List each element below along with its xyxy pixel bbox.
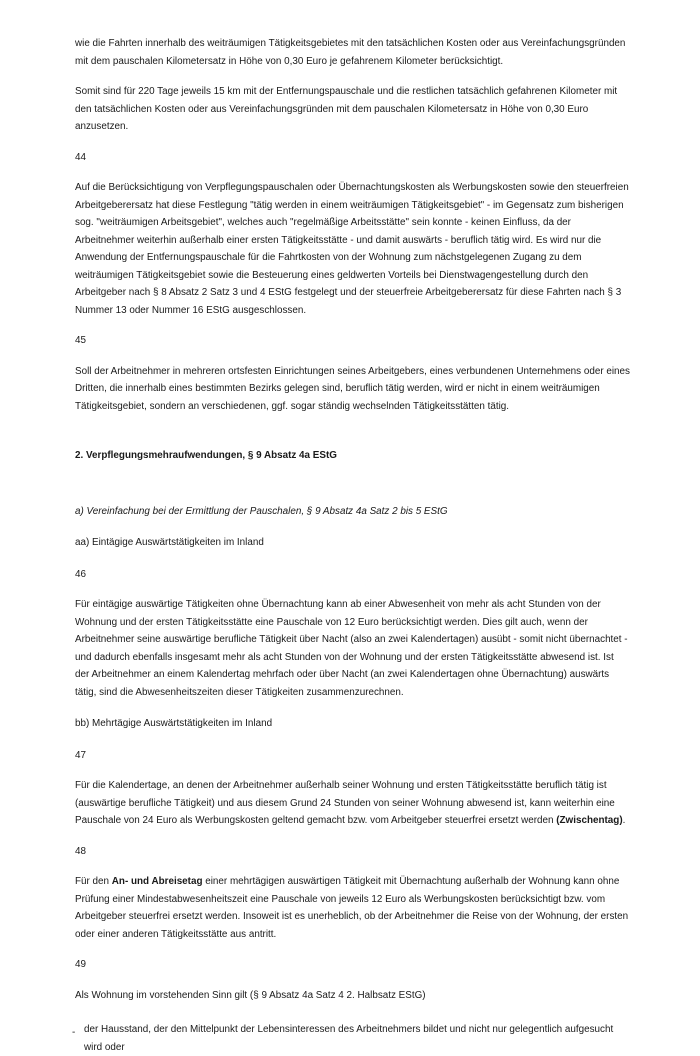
document-page [72, 35, 630, 1056]
margin-number-48: 48 [75, 845, 86, 857]
bullet-dash: - [72, 1027, 76, 1038]
paragraph-47 [75, 777, 630, 830]
subsection-heading-a: a) Vereinfachung bei der Ermittlung der Pauschalen, § 9 Absatz 4a Satz 2 bis 5 EStG [75, 505, 448, 517]
paragraph-46: Für eintägige auswärtige Tätigkeiten ohne Übernachtung kann ab einer Abwesenheit von mehr als acht Stunden von der Wohnung und der ersten Tätigkeitsstätte eine Pauschale von 12 Euro berücksichtigt werden. Dies gilt auch, wenn der Arbeitnehmer seine auswärtige berufliche Tätigkeit über Nacht (also an zwei Kalendertagen) ausübt - somit nicht übernachtet - und dadurch ebenfalls insgesamt mehr als acht Stunden von der Wohnung und der ersten Tätigkeitsstätte abwesend ist. Ist der Arbeitnehmer an einem Kalendertag mehrfach oder über Nacht (an zwei Kalendertagen ohne Übernachtung) auswärts tätig, sind die Abwesenheitszeiten dieser Tätigkeiten zusammenzurechnen. [75, 599, 628, 698]
margin-number-46: 46 [75, 568, 86, 580]
margin-number-45: 45 [75, 335, 86, 346]
paragraph-48-bold: An- und Abreisetag [111, 876, 203, 887]
list-item-text: der Hausstand, der den Mittelpunkt der Lebensinteressen des Arbeitnehmers bildet und nicht nur gelegentlich aufgesucht wird oder [84, 1024, 614, 1053]
margin-number-44: 44 [75, 151, 86, 163]
paragraph-48-text: einer mehrtägigen auswärtigen Tätigkeit mit Übernachtung außerhalb der Wohnung kann ohne Prüfung einer Mindestabwesenheitszeit eine Pauschale von jeweils 12 Euro als Werbungskosten berücksichtigt bzw. vom Arbeitgeber steuerfrei ersetzt werden. Insoweit ist es unerheblich, ob der Arbeitnehmer die Reise von der Wohnung, der ersten oder einer anderen Tätigkeitsstätte aus antritt. [75, 876, 629, 940]
paragraph-49: Als Wohnung im vorstehenden Sinn gilt (§ 9 Absatz 4a Satz 4 2. Halbsatz EStG) [75, 989, 426, 1001]
paragraph-44: Auf die Berücksichtigung von Verpflegungspauschalen oder Übernachtungskosten als Werbungskosten sowie den steuerfreien Arbeitgeberersatz hat diese Festlegung "tätig werden in einem weiträumigen Tätigkeitsgebiet" - im Gegensatz zum bisherigen sog. "weiträumigen Arbeitsgebiet", welches auch "regelmäßige Arbeitsstätte" sein konnte - keinen Einfluss, da der Arbeitnehmer weiterhin außerhalb einer ersten Tätigkeitsstätte - und damit auswärts - beruflich tätig wird. Es wird nur die Anwendung der Entfernungspauschale für die Fahrtkosten von der Wohnung zum nächstgelegenen Zugang zu dem weiträumigen Tätigkeitsgebiet sowie die Besteuerung eines geldwerten Vorteils bei Dienstwagengestellung durch den Arbeitgeber nach § 8 Absatz 2 Satz 3 und 4 EStG festgelegt und der steuerfreie Arbeitgeberersatz für diese Fahrten nach § 3 Nummer 13 oder Nummer 16 EStG ausgeschlossen. [75, 182, 629, 316]
list-item [72, 1021, 630, 1056]
section-heading-2: 2. Verpflegungsmehraufwendungen, § 9 Absatz 4a EStG [75, 450, 337, 461]
paragraph-47-text: Für die Kalendertage, an denen der Arbeitnehmer außerhalb seiner Wohnung und ersten Tätigkeitsstätte beruflich tätig ist (auswärtige berufliche Tätigkeit) und aus diesem Grund 24 Stunden von seiner Wohnung abwesend ist, kann weiterhin eine Pauschale von 24 Euro als Werbungskosten geltend gemacht bzw. vom Arbeitgeber steuerfrei ersetzt werden [75, 780, 615, 826]
paragraph-47-end: . [622, 815, 626, 826]
subsection-heading-aa: aa) Eintägige Auswärtstätigkeiten im Inland [75, 537, 264, 548]
paragraph-48-start: Für den [75, 876, 112, 887]
margin-number-47: 47 [75, 749, 86, 761]
margin-number-49: 49 [75, 959, 86, 970]
subsection-heading-bb: bb) Mehrtägige Auswärtstätigkeiten im Inland [75, 718, 273, 729]
paragraph-somit: Somit sind für 220 Tage jeweils 15 km mit der Entfernungspauschale und die restlichen tatsächlich gefahrenen Kilometer mit den tatsächlichen Kosten oder aus Vereinfachungsgründen mit dem pauschalen Kilometersatz in Höhe von 0,30 Euro anzusetzen. [75, 86, 618, 132]
paragraph-48 [75, 873, 630, 943]
paragraph-continuation: wie die Fahrten innerhalb des weiträumigen Tätigkeitsgebietes mit den tatsächlichen Kosten oder aus Vereinfachungsgründen mit dem pauschalen Kilometersatz in Höhe von 0,30 Euro je gefahrenem Kilometer berücksichtigt. [75, 38, 626, 67]
paragraph-45: Soll der Arbeitnehmer in mehreren ortsfesten Einrichtungen seines Arbeitgebers, eines verbundenen Unternehmens oder eines Dritten, die innerhalb eines bestimmten Bezirks gelegen sind, beruflich tätig werden, wird er nicht in einem weiträumigen Tätigkeitsgebiet, sondern an verschiedenen, ggf. sogar ständig wechselnden Tätigkeitsstätten tätig. [75, 365, 630, 412]
paragraph-47-bold: (Zwischentag) [556, 815, 623, 826]
